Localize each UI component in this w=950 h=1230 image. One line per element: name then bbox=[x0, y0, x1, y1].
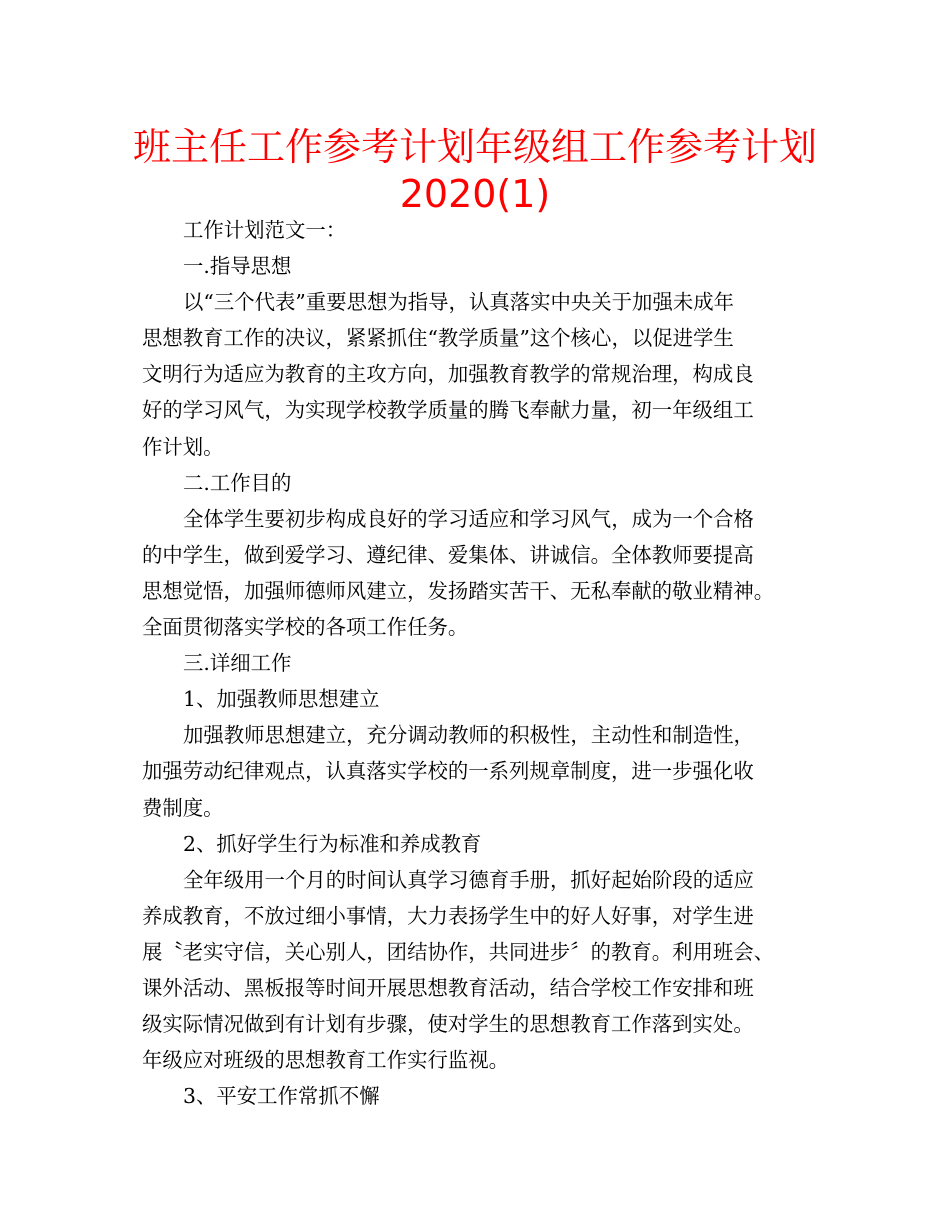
body-line: 二.工作目的 bbox=[183, 470, 292, 495]
body-line: 全年级用一个月的时间认真学习德育手册，抓好起始阶段的适应 bbox=[183, 867, 754, 892]
body-line: 级实际情况做到有计划有步骤，使对学生的思想教育工作落到实处。 bbox=[142, 1012, 754, 1037]
body-line: 三.详细工作 bbox=[183, 651, 292, 676]
body-line: 加强教师思想建立，充分调动教师的积极性，主动性和制造性， bbox=[183, 723, 754, 748]
body-line: 的中学生，做到爱学习、遵纪律、爱集体、讲诚信。全体教师要提高 bbox=[142, 542, 754, 567]
body-line: 课外活动、黑板报等时间开展思想教育活动，结合学校工作安排和班 bbox=[142, 975, 754, 1000]
body-line: 2、抓好学生行为标准和养成教育 bbox=[183, 831, 482, 856]
body-line: 展〝老实守信，关心别人，团结协作，共同进步〞的教育。利用班会、 bbox=[142, 939, 775, 964]
body-line: 好的学习风气，为实现学校教学质量的腾飞奉献力量，初一年级组工 bbox=[142, 398, 754, 423]
body-line: 全体学生要初步构成良好的学习适应和学习风气，成为一个合格 bbox=[183, 506, 754, 531]
body-line: 思想教育工作的决议，紧紧抓住“教学质量”这个核心，以促进学生 bbox=[142, 326, 734, 351]
document-body bbox=[142, 212, 817, 1114]
body-line: 作计划。 bbox=[142, 434, 224, 459]
body-line: 工作计划范文一： bbox=[183, 218, 347, 242]
body-line: 全面贯彻落实学校的各项工作任务。 bbox=[142, 615, 469, 640]
body-line: 费制度。 bbox=[142, 795, 224, 820]
body-line: 1、加强教师思想建立 bbox=[183, 687, 380, 712]
document-title-line-2: 2020(1) bbox=[399, 172, 551, 216]
body-line: 文明行为适应为教育的主攻方向，加强教育教学的常规治理，构成良 bbox=[142, 362, 754, 387]
document-title-line-1: 班主任工作参考计划年级组工作参考计划 bbox=[132, 125, 817, 169]
body-line: 思想觉悟，加强师德师风建立，发扬踏实苦干、无私奉献的敬业精神。 bbox=[142, 578, 775, 603]
body-line: 以“三个代表”重要思想为指导，认真落实中央关于加强未成年 bbox=[183, 290, 735, 315]
body-line: 养成教育，不放过细小事情，大力表扬学生中的好人好事，对学生进 bbox=[142, 903, 754, 928]
body-line: 加强劳动纪律观点，认真落实学校的一系列规章制度，进一步强化收 bbox=[142, 759, 754, 784]
body-line: 3、平安工作常抓不懈 bbox=[183, 1084, 380, 1109]
body-line: 年级应对班级的思想教育工作实行监视。 bbox=[142, 1048, 510, 1073]
body-line: 一.指导思想 bbox=[183, 254, 292, 279]
